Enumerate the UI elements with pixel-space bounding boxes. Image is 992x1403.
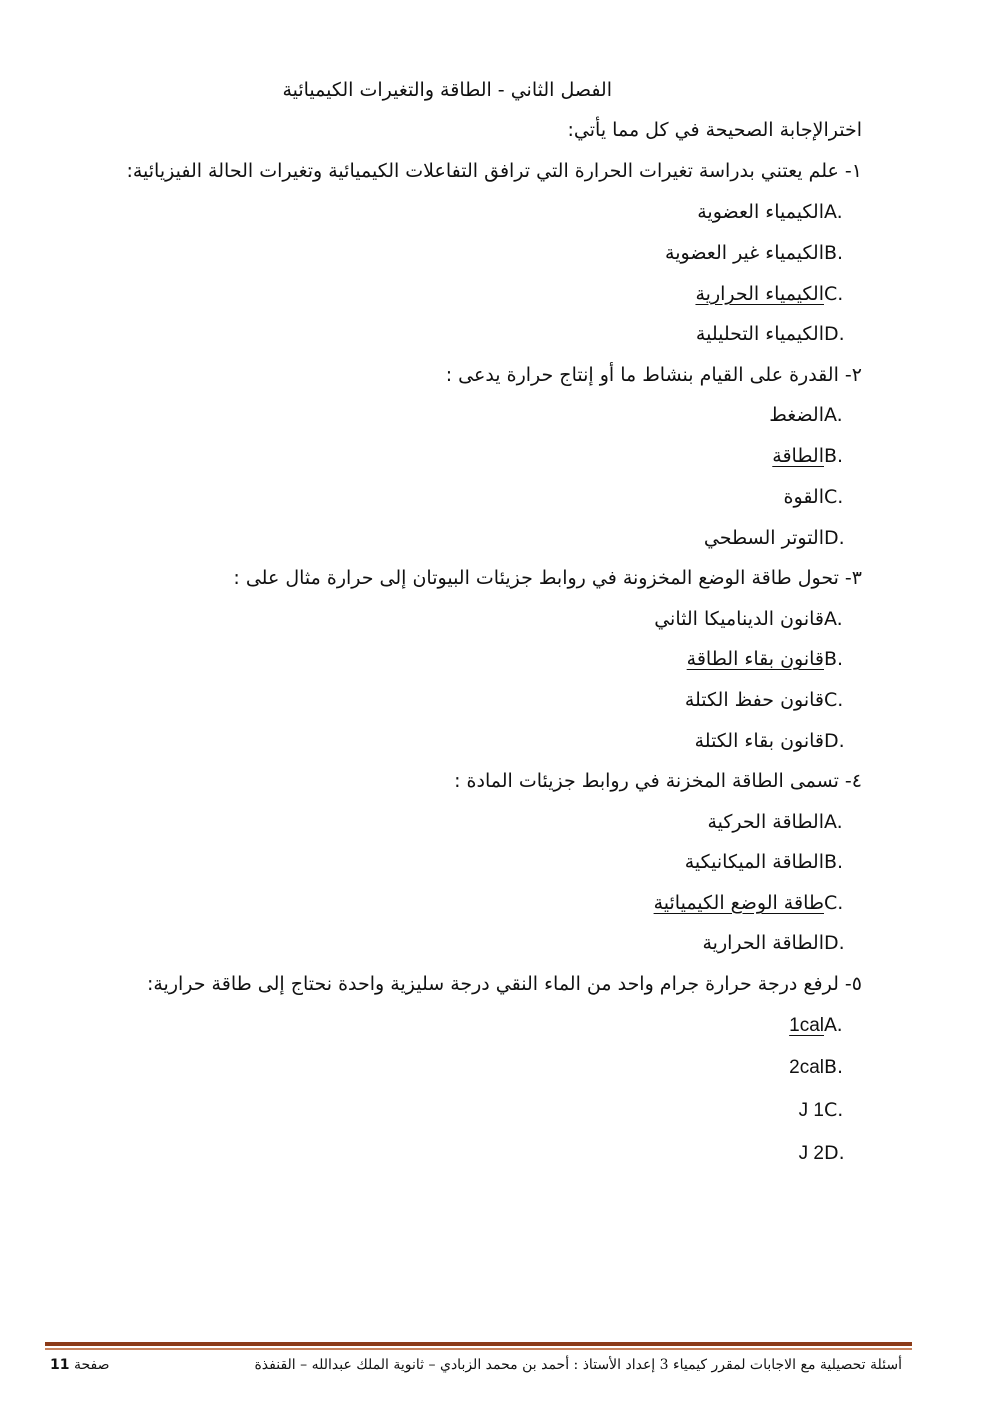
question-text: القدرة على القيام بنشاط ما أو إنتاج حرارة يدعى :	[445, 364, 839, 386]
option-text: الطاقة	[772, 445, 824, 467]
option-4b	[342, 849, 862, 875]
option-letter: A.	[824, 608, 843, 630]
option-letter: C.	[824, 892, 844, 914]
question-number: ١-	[844, 160, 862, 182]
option-text: الكيمياء العضوية	[697, 201, 824, 223]
option-text: القوة	[783, 486, 824, 508]
option-text: الضغط	[769, 404, 824, 426]
option-letter: B.	[824, 1056, 844, 1078]
question-text: تسمى الطاقة المخزنة في روابط جزيئات المادة :	[454, 770, 839, 792]
option-4d	[342, 930, 862, 956]
question-number: ٤-	[844, 770, 862, 792]
option-2b-correct	[342, 443, 862, 469]
option-letter: A.	[824, 404, 843, 426]
question-2	[446, 362, 862, 388]
page-number	[50, 1357, 109, 1373]
option-3a	[342, 606, 862, 632]
footer-divider	[45, 1342, 912, 1346]
option-text: الطاقة الحرارية	[702, 932, 824, 954]
option-1b	[342, 240, 862, 266]
question-text: علم يعتني بدراسة تغيرات الحرارة التي ترافق التفاعلات الكيميائية وتغيرات الحالة الفيزيائية:	[126, 160, 839, 182]
option-letter: B.	[824, 648, 844, 670]
option-1c-correct	[342, 281, 862, 307]
option-letter: C.	[824, 689, 844, 711]
option-5a-correct	[342, 1012, 862, 1038]
option-letter: B.	[824, 445, 844, 467]
question-number: ٣-	[844, 567, 862, 589]
option-2d	[342, 525, 862, 551]
option-3c	[342, 687, 862, 713]
option-1d	[342, 321, 862, 347]
option-text: قانون الديناميكا الثاني	[654, 608, 824, 630]
footer-divider-thin	[45, 1348, 912, 1350]
option-letter: D.	[824, 730, 845, 752]
question-text: تحول طاقة الوضع المخزونة في روابط جزيئات البيوتان إلى حرارة مثال على :	[233, 567, 839, 589]
option-text: قانون بقاء الكتلة	[694, 730, 824, 752]
question-number: ٥-	[844, 973, 862, 995]
option-letter: D.	[824, 527, 845, 549]
option-letter: C.	[824, 283, 844, 305]
option-1a	[342, 199, 862, 225]
option-letter: C.	[824, 486, 844, 508]
option-letter: D.	[824, 932, 845, 954]
option-text: 1 J	[798, 1100, 824, 1121]
option-text: طاقة الوضع الكيميائية	[653, 892, 824, 914]
option-3d	[342, 728, 862, 754]
option-5c	[342, 1097, 862, 1123]
option-3b-correct	[342, 646, 862, 672]
option-4a	[342, 809, 862, 835]
instruction: اخترالإجابة الصحيحة في كل مما يأتي:	[567, 119, 862, 141]
option-letter: A.	[824, 811, 843, 833]
question-5	[147, 971, 862, 997]
option-text: 2 J	[798, 1143, 824, 1164]
page-title: الفصل الثاني - الطاقة والتغيرات الكيميائية	[282, 79, 612, 101]
question-1	[126, 158, 862, 184]
question-text: لرفع درجة حرارة جرام واحد من الماء النقي درجة سليزية واحدة نحتاج إلى طاقة حرارية:	[146, 973, 839, 995]
footer-credits: أسئلة تحصيلية مع الاجابات لمقرر كيمياء 3 إعداد الأستاذ : أحمد بن محمد الزبادي – ثانوية الملك عبدالله – القنفذة	[254, 1357, 902, 1373]
option-letter: C.	[824, 1099, 844, 1121]
option-text: الكيمياء الحرارية	[695, 283, 824, 305]
option-text: الطاقة الميكانيكية	[684, 851, 824, 873]
option-text: 1cal	[789, 1015, 824, 1036]
option-letter: D.	[824, 323, 845, 345]
option-letter: A.	[824, 201, 843, 223]
question-4	[454, 768, 862, 794]
option-letter: A.	[824, 1014, 843, 1036]
option-text: الطاقة الحركية	[707, 811, 824, 833]
page-label: صفحة	[73, 1357, 110, 1373]
option-2c	[342, 484, 862, 510]
option-text: قانون بقاء الطاقة	[686, 648, 824, 670]
option-text: قانون حفظ الكتلة	[684, 689, 824, 711]
option-letter: B.	[824, 242, 844, 264]
option-text: التوتر السطحي	[703, 527, 824, 549]
page-number-value: 11	[50, 1357, 70, 1373]
option-5d	[342, 1140, 862, 1166]
option-2a	[342, 402, 862, 428]
option-letter: D.	[824, 1142, 845, 1164]
question-3	[233, 565, 862, 591]
option-text: الكيمياء التحليلية	[695, 323, 824, 345]
option-text: 2cal	[789, 1057, 824, 1078]
question-number: ٢-	[844, 364, 862, 386]
option-text: الكيمياء غير العضوية	[665, 242, 824, 264]
option-letter: B.	[824, 851, 844, 873]
option-4c-correct	[342, 890, 862, 916]
option-5b	[342, 1054, 862, 1080]
